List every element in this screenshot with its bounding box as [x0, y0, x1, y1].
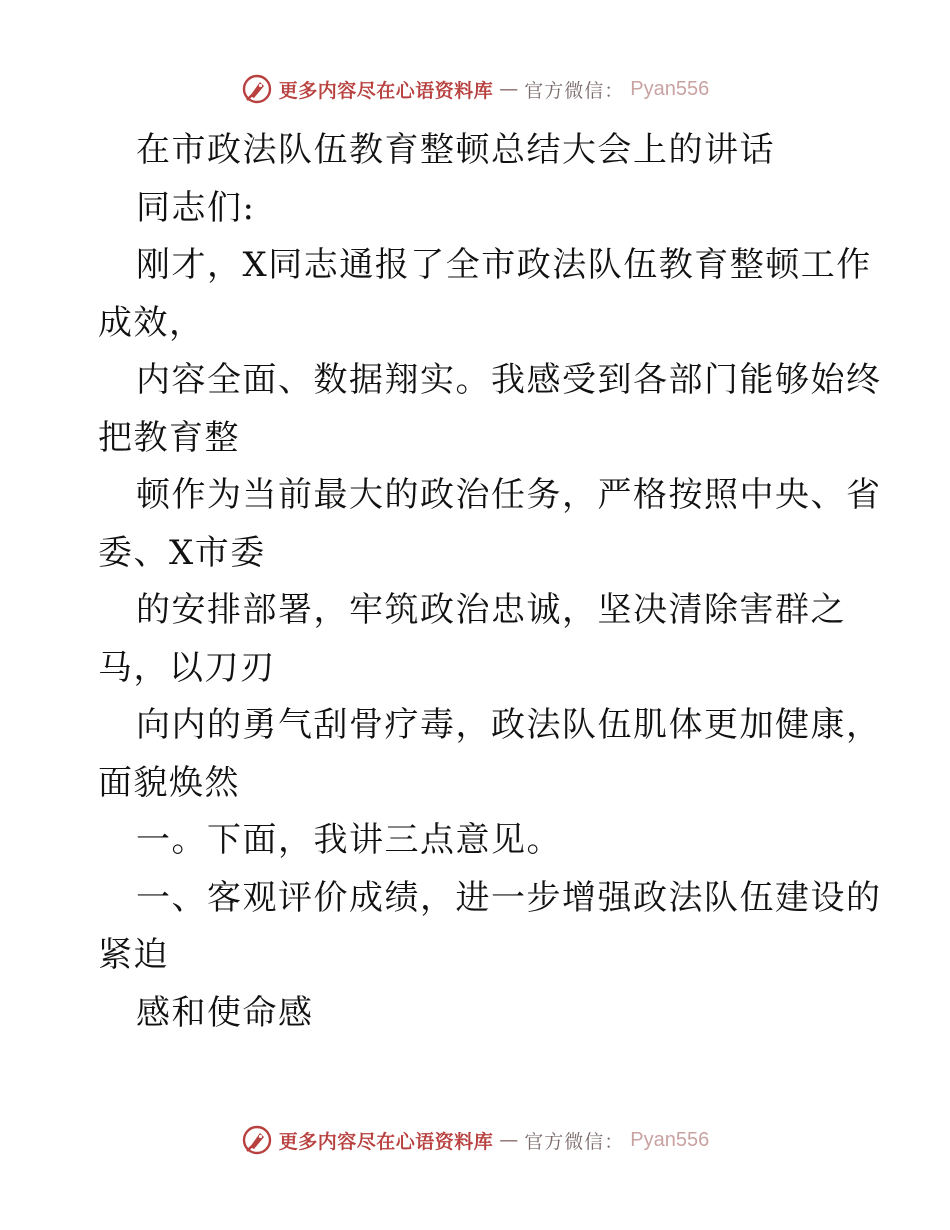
text-line: 内容全面、数据翔实。我感受到各部门能够始终: [136, 360, 882, 400]
text-line: 委、X市委: [98, 532, 266, 573]
banner-dash: —: [499, 78, 519, 100]
document-title: 在市政法队伍教育整顿总结大会上的讲话: [136, 130, 775, 170]
document-body: [98, 122, 882, 1042]
text-line: 的安排部署，牢筑政治忠诚，坚决清除害群之: [136, 590, 846, 630]
pen-nib-circle-icon: [241, 73, 273, 105]
text-line: 马，以刀刃: [98, 647, 276, 688]
text-line: 顿作为当前最大的政治任务，严格按照中央、省: [136, 475, 882, 515]
pen-nib-circle-icon: [241, 1124, 273, 1156]
section-heading-line: 感和使命感: [136, 992, 314, 1033]
banner-wechat-id: Pyan556: [630, 1128, 710, 1151]
banner-wechat-id: Pyan556: [630, 77, 710, 100]
text-line: 把教育整: [98, 417, 240, 458]
salutation: 同志们:: [136, 187, 256, 228]
text-line: 向内的勇气刮骨疗毒，政法队伍肌体更加健康，: [136, 705, 882, 745]
header-banner: [0, 72, 950, 106]
section-heading-line: 紧迫: [98, 935, 169, 975]
banner-label: 官方微信：: [524, 79, 625, 102]
section-heading-line: 一、客观评价成绩，进一步增强政法队伍建设的: [136, 877, 882, 918]
banner-dash: —: [499, 1129, 519, 1151]
banner-label: 官方微信：: [524, 1130, 625, 1153]
text-line: 面貌焕然: [98, 762, 240, 803]
text-line: 一。下面，我讲三点意见。: [136, 820, 562, 860]
text-line: 刚才，X同志通报了全市政法队伍教育整顿工作: [136, 245, 872, 285]
banner-brand-text: 更多内容尽在心语资料库: [278, 79, 494, 102]
text-line: 成效，: [98, 302, 205, 343]
footer-banner: [0, 1123, 950, 1157]
banner-brand-text: 更多内容尽在心语资料库: [278, 1130, 494, 1153]
